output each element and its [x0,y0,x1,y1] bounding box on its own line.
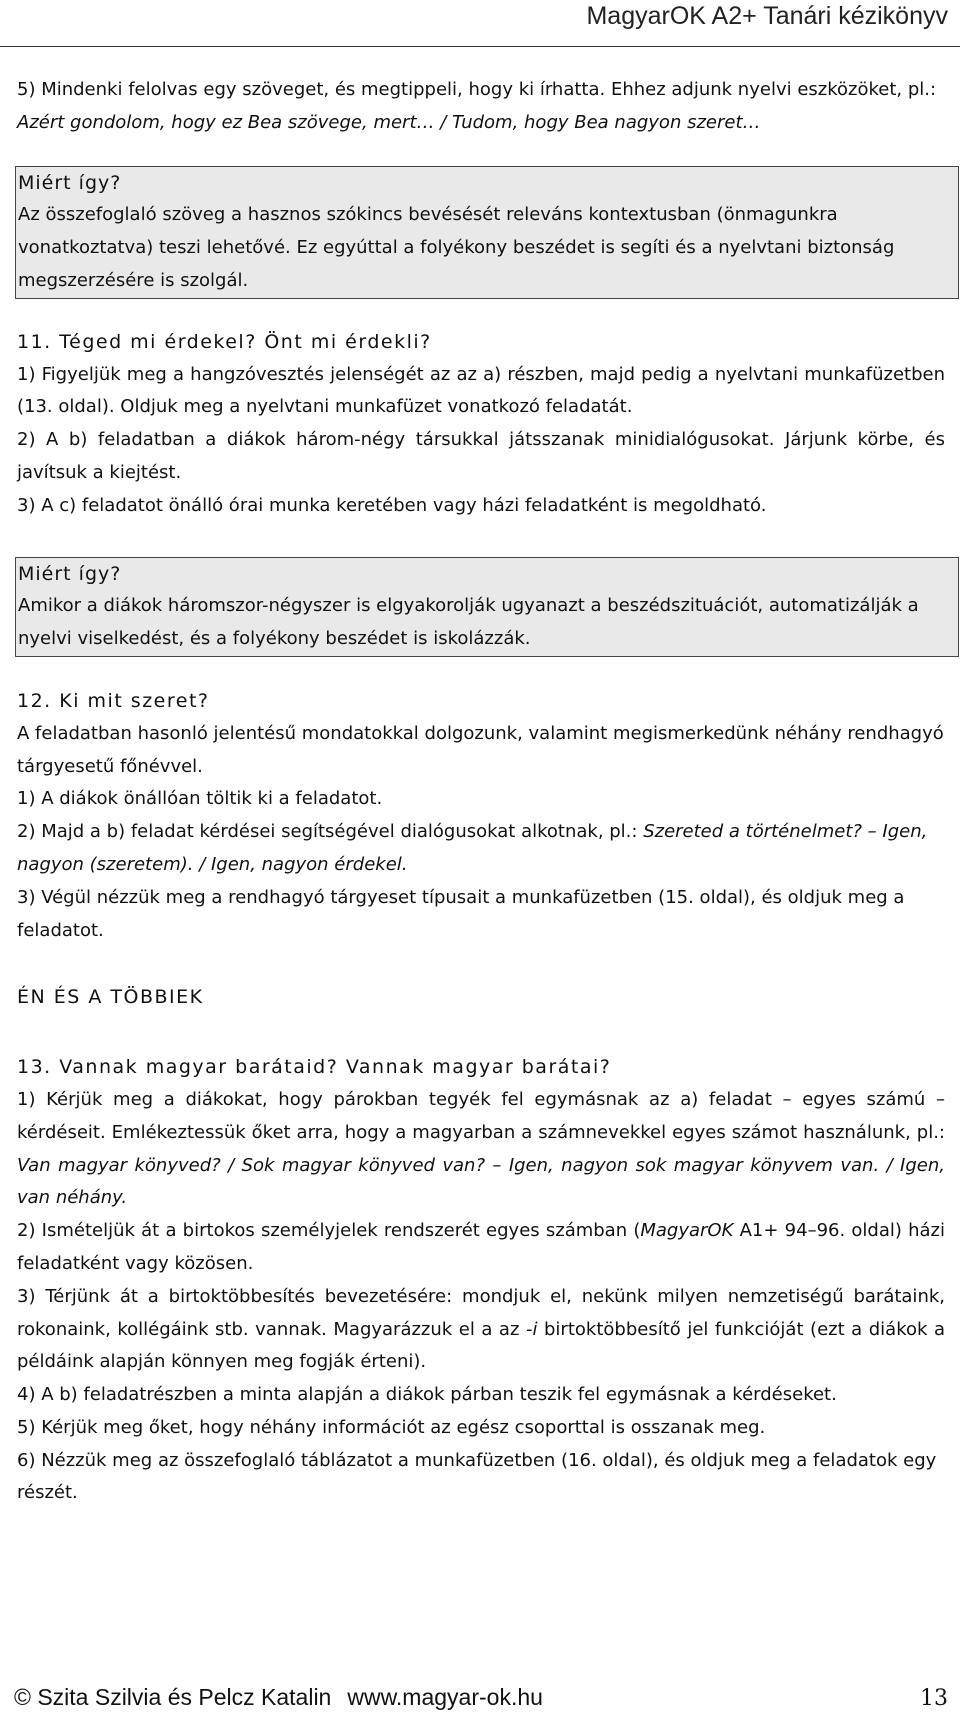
footer-link[interactable]: www.magyar-ok.hu [347,1684,543,1710]
box-label: Miért így? [18,171,122,194]
part-title: ÉN ÉS A TÖBBIEK [17,986,204,1009]
paragraph: 1) Figyeljük meg a hangzóvesztés jelenségét az az a) részben, majd pedig a nyelvtani munkafüzetben (13. oldal). Oldjuk meg a nyelvtani munkafüzet vonatkozó feladatát. [17,363,945,418]
header-rule [0,46,960,47]
section-heading: 13. Vannak magyar barátaid? Vannak magyar barátai? [17,1056,612,1079]
paragraph: A feladatban hasonló jelentésű mondatokkal dolgozunk, valamint megismerkedünk néhány rendhagyó tárgyesetű főnévvel. [17,722,944,777]
section-heading: 11. Téged mi érdekel? Önt mi érdekli? [17,330,432,353]
paragraph: 4) A b) feladatrészben a minta alapján a diákok párban teszik fel egymásnak a kérdéseket. [17,1384,837,1406]
paragraph: 5) Mindenki felolvas egy szöveget, és megtippeli, hogy ki írhatta. Ehhez adjunk nyelvi eszközöket, pl.: Azért gondolom, hogy ez Bea szövege, mert… / Tudom, hogy Bea nagyon szeret… [17,79,937,133]
paragraph: 2) A b) feladatban a diákok három-négy társukkal játsszanak minidialógusokat. Járjunk körbe, és javítsuk a kiejtést. [17,429,945,483]
page-content [17,74,945,1510]
running-header: MagyarOK A2+ Tanári kézikönyv [586,2,948,30]
box-label: Miért így? [18,562,122,585]
why-box [15,557,959,657]
footer [14,1684,543,1711]
paragraph: 3) Végül nézzük meg a rendhagyó tárgyeset típusait a munkafüzetben (15. oldal), és oldjuk meg a feladatot. [17,886,905,941]
box-text: Amikor a diákok háromszor-négyszer is elgyakorolják ugyanazt a beszédszituációt, automatizálják a nyelvi viselkedést, és a folyékony beszédet is iskolázzák. [18,595,919,650]
why-box [15,166,959,299]
section-heading: 12. Ki mit szeret? [17,689,210,712]
box-text: Az összefoglaló szöveg a hasznos szókincs bevésését releváns kontextusban (önmagunkra vonatkoztatva) teszi lehetővé. Ez egyúttal a folyékony beszédet is segíti és a nyelvtani biztonság megszerzésére is szolgál. [18,204,895,291]
paragraph: 5) Kérjük meg őket, hogy néhány információt az egész csoporttal is osszanak meg. [17,1416,766,1438]
page-number: 13 [920,1686,948,1711]
paragraph: 3) Térjünk át a birtoktöbbesítés bevezetésére: mondjuk el, nekünk milyen nemzetiségű barátaink, rokonaink, kollégáink stb. vannak. Magyarázzuk el a az -i birtoktöbbesítő jel funkcióját (ezt a diákok a példáink alapján könnyen meg fogják érteni). [17,1285,946,1373]
paragraph: 2) Ismételjük át a birtokos személyjelek rendszerét egyes számban (MagyarOK A1+ 94–96. oldal) házi feladatként vagy közösen. [17,1220,945,1274]
paragraph: 6) Nézzük meg az összefoglaló táblázatot a munkafüzetben (16. oldal), és oldjuk meg a feladatok egy részét. [17,1449,937,1504]
paragraph: 2) Majd a b) feladat kérdései segítségével dialógusokat alkotnak, pl.: Szereted a történelmet? – Igen, nagyon (szeretem). / Igen, nagyon érdekel. [17,821,928,875]
copyright: © Szita Szilvia és Pelcz Katalin [14,1684,332,1710]
paragraph: 1) Kérjük meg a diákokat, hogy párokban tegyék fel egymásnak az a) feladat – egyes számú – kérdéseit. Emlékeztessük őket arra, hogy a magyarban a számnevekkel egyes számot használunk, pl.: Van magyar könyved? / Sok magyar könyved van? – Igen, nagyon sok magyar könyvem van. / Igen, van néhány. [17,1088,945,1209]
paragraph: 1) A diákok önállóan töltik ki a feladatot. [17,788,383,810]
paragraph: 3) A c) feladatot önálló órai munka keretében vagy házi feladatként is megoldható. [17,494,767,516]
